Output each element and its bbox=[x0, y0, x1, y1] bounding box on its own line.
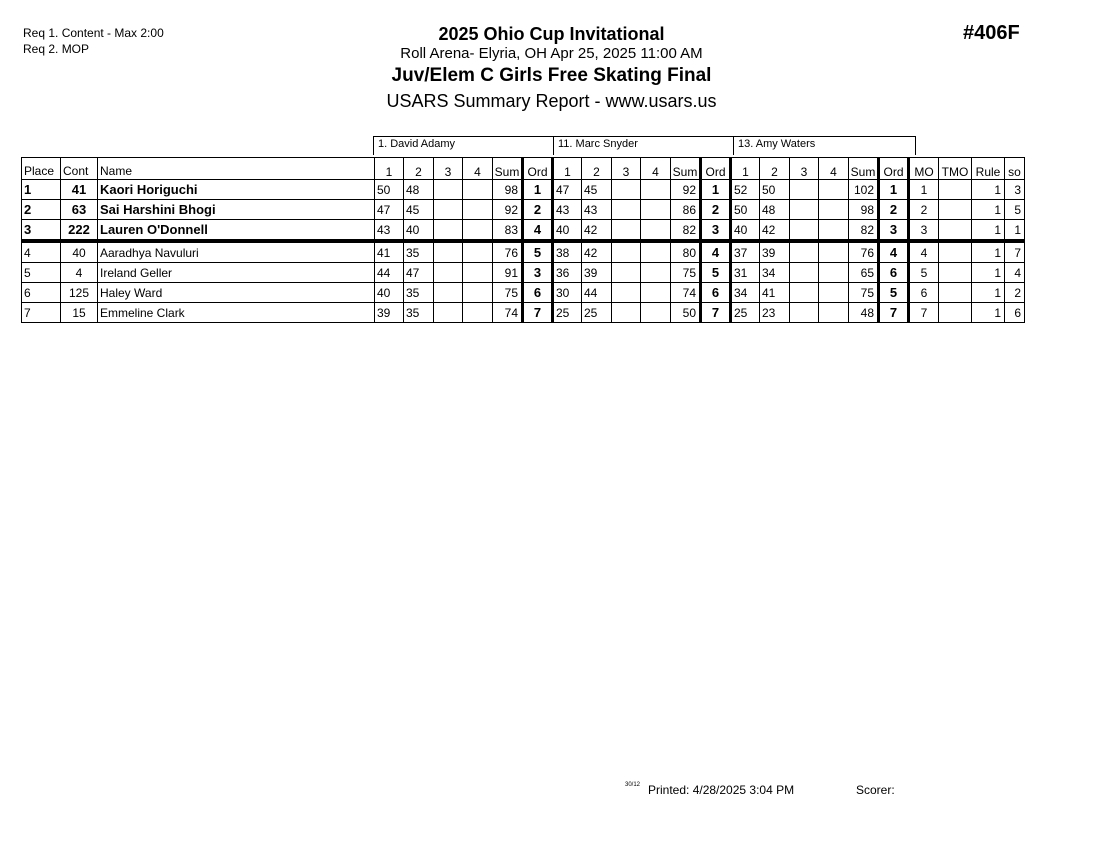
cell-ordinal: 2 bbox=[523, 200, 553, 220]
cell-ordinal: 5 bbox=[523, 241, 553, 263]
cell-ordinal: 4 bbox=[701, 241, 731, 263]
cell-score bbox=[819, 283, 849, 303]
cell-score: 39 bbox=[582, 263, 612, 283]
cell-rule: 1 bbox=[972, 200, 1005, 220]
cell-score bbox=[641, 303, 671, 323]
cell-sum: 86 bbox=[671, 200, 701, 220]
cell-score bbox=[790, 200, 819, 220]
cell-score: 25 bbox=[582, 303, 612, 323]
cell-place: 6 bbox=[22, 283, 61, 303]
cell-so: 4 bbox=[1005, 263, 1025, 283]
cell-sum: 82 bbox=[849, 220, 879, 242]
cell-sum: 102 bbox=[849, 180, 879, 200]
cell-sum: 75 bbox=[849, 283, 879, 303]
cell-score bbox=[434, 180, 463, 200]
cell-name: Sai Harshini Bhogi bbox=[98, 200, 375, 220]
col-judge3-ord: Ord bbox=[879, 158, 909, 180]
cell-score bbox=[819, 241, 849, 263]
cell-score bbox=[463, 200, 493, 220]
cell-score: 41 bbox=[375, 241, 404, 263]
col-name: Name bbox=[98, 158, 375, 180]
cell-score: 30 bbox=[553, 283, 582, 303]
cell-ordinal: 5 bbox=[879, 283, 909, 303]
cell-score: 40 bbox=[731, 220, 760, 242]
col-judge1-4: 4 bbox=[463, 158, 493, 180]
cell-score bbox=[819, 303, 849, 323]
cell-mo: 2 bbox=[909, 200, 939, 220]
cell-score bbox=[434, 200, 463, 220]
header-row bbox=[22, 158, 1025, 180]
cell-tmo bbox=[939, 283, 972, 303]
cell-score: 40 bbox=[553, 220, 582, 242]
cell-score: 44 bbox=[375, 263, 404, 283]
cell-score: 42 bbox=[582, 241, 612, 263]
report-type: USARS Summary Report - www.usars.us bbox=[386, 91, 717, 111]
cell-score bbox=[434, 220, 463, 242]
cell-cont: 63 bbox=[61, 200, 98, 220]
cell-score: 48 bbox=[404, 180, 434, 200]
cell-so: 7 bbox=[1005, 241, 1025, 263]
cell-score bbox=[434, 241, 463, 263]
cell-score bbox=[434, 303, 463, 323]
judge-header-3: 13. Amy Waters bbox=[733, 136, 916, 155]
requirement-1: Req 1. Content - Max 2:00 bbox=[23, 26, 164, 40]
cell-mo: 4 bbox=[909, 241, 939, 263]
cell-cont: 15 bbox=[61, 303, 98, 323]
col-judge1-1: 1 bbox=[375, 158, 404, 180]
cell-name: Emmeline Clark bbox=[98, 303, 375, 323]
cell-score bbox=[463, 241, 493, 263]
cell-score bbox=[463, 220, 493, 242]
cell-mo: 1 bbox=[909, 180, 939, 200]
col-judge2-2: 2 bbox=[582, 158, 612, 180]
cell-score: 45 bbox=[404, 200, 434, 220]
col-judge3-sum: Sum bbox=[849, 158, 879, 180]
cell-place: 2 bbox=[22, 200, 61, 220]
cell-score: 39 bbox=[760, 241, 790, 263]
col-judge3-2: 2 bbox=[760, 158, 790, 180]
table-row bbox=[22, 200, 1025, 220]
col-judge1-3: 3 bbox=[434, 158, 463, 180]
cell-score bbox=[819, 263, 849, 283]
cell-score bbox=[434, 283, 463, 303]
cell-score bbox=[434, 263, 463, 283]
table-row bbox=[22, 263, 1025, 283]
cell-score bbox=[641, 180, 671, 200]
competition-title: 2025 Ohio Cup Invitational bbox=[438, 24, 665, 44]
col-judge1-ord: Ord bbox=[523, 158, 553, 180]
cell-score: 31 bbox=[731, 263, 760, 283]
cell-tmo bbox=[939, 220, 972, 242]
cell-so: 3 bbox=[1005, 180, 1025, 200]
cell-ordinal: 3 bbox=[879, 220, 909, 242]
cell-sum: 83 bbox=[493, 220, 523, 242]
cell-mo: 6 bbox=[909, 283, 939, 303]
cell-ordinal: 3 bbox=[701, 220, 731, 242]
cell-ordinal: 6 bbox=[879, 263, 909, 283]
cell-sum: 98 bbox=[849, 200, 879, 220]
cell-sum: 48 bbox=[849, 303, 879, 323]
col-judge1-sum: Sum bbox=[493, 158, 523, 180]
cell-score: 42 bbox=[760, 220, 790, 242]
table-row bbox=[22, 241, 1025, 263]
cell-score: 50 bbox=[760, 180, 790, 200]
cell-sum: 76 bbox=[849, 241, 879, 263]
cell-tmo bbox=[939, 303, 972, 323]
cell-ordinal: 7 bbox=[523, 303, 553, 323]
cell-rule: 1 bbox=[972, 303, 1005, 323]
cell-score: 52 bbox=[731, 180, 760, 200]
results-table bbox=[21, 157, 1025, 323]
table-row bbox=[22, 303, 1025, 323]
col-judge3-3: 3 bbox=[790, 158, 819, 180]
cell-rule: 1 bbox=[972, 180, 1005, 200]
cell-score: 36 bbox=[553, 263, 582, 283]
cell-place: 7 bbox=[22, 303, 61, 323]
cell-sum: 98 bbox=[493, 180, 523, 200]
cell-score bbox=[790, 283, 819, 303]
cell-ordinal: 2 bbox=[879, 200, 909, 220]
cell-score bbox=[463, 180, 493, 200]
cell-ordinal: 7 bbox=[879, 303, 909, 323]
requirement-2: Req 2. MOP bbox=[23, 42, 90, 56]
col-judge2-3: 3 bbox=[612, 158, 641, 180]
cell-sum: 74 bbox=[671, 283, 701, 303]
footer-code: 30/12 bbox=[625, 782, 641, 788]
cell-sum: 65 bbox=[849, 263, 879, 283]
cell-score bbox=[463, 283, 493, 303]
cell-score bbox=[790, 303, 819, 323]
cell-rule: 1 bbox=[972, 283, 1005, 303]
col-cont: Cont bbox=[61, 158, 98, 180]
cell-sum: 75 bbox=[671, 263, 701, 283]
cell-score bbox=[463, 263, 493, 283]
scorer-label: Scorer: bbox=[856, 783, 895, 797]
col-judge2-ord: Ord bbox=[701, 158, 731, 180]
cell-score: 43 bbox=[582, 200, 612, 220]
cell-so: 1 bbox=[1005, 220, 1025, 242]
cell-tmo bbox=[939, 200, 972, 220]
cell-ordinal: 1 bbox=[523, 180, 553, 200]
cell-sum: 91 bbox=[493, 263, 523, 283]
cell-ordinal: 3 bbox=[523, 263, 553, 283]
col-mo: MO bbox=[909, 158, 939, 180]
cell-score bbox=[641, 263, 671, 283]
cell-place: 4 bbox=[22, 241, 61, 263]
col-judge3-4: 4 bbox=[819, 158, 849, 180]
cell-ordinal: 6 bbox=[523, 283, 553, 303]
cell-cont: 4 bbox=[61, 263, 98, 283]
cell-cont: 222 bbox=[61, 220, 98, 242]
cell-score: 43 bbox=[553, 200, 582, 220]
cell-rule: 1 bbox=[972, 241, 1005, 263]
cell-sum: 92 bbox=[493, 200, 523, 220]
cell-score: 40 bbox=[375, 283, 404, 303]
col-place: Place bbox=[22, 158, 61, 180]
cell-score bbox=[790, 220, 819, 242]
cell-score: 23 bbox=[760, 303, 790, 323]
cell-score bbox=[790, 263, 819, 283]
cell-mo: 3 bbox=[909, 220, 939, 242]
cell-score: 50 bbox=[731, 200, 760, 220]
cell-score: 41 bbox=[760, 283, 790, 303]
cell-score bbox=[819, 220, 849, 242]
cell-tmo bbox=[939, 180, 972, 200]
cell-score bbox=[463, 303, 493, 323]
cell-sum: 92 bbox=[671, 180, 701, 200]
col-judge3-1: 1 bbox=[731, 158, 760, 180]
cell-name: Lauren O'Donnell bbox=[98, 220, 375, 242]
cell-sum: 74 bbox=[493, 303, 523, 323]
cell-so: 5 bbox=[1005, 200, 1025, 220]
cell-score: 42 bbox=[582, 220, 612, 242]
cell-score: 50 bbox=[375, 180, 404, 200]
cell-score bbox=[819, 180, 849, 200]
cell-place: 1 bbox=[22, 180, 61, 200]
table-row bbox=[22, 283, 1025, 303]
cell-score bbox=[612, 200, 641, 220]
col-judge1-2: 2 bbox=[404, 158, 434, 180]
cell-tmo bbox=[939, 241, 972, 263]
cell-ordinal: 4 bbox=[523, 220, 553, 242]
cell-score: 44 bbox=[582, 283, 612, 303]
cell-cont: 41 bbox=[61, 180, 98, 200]
col-judge2-1: 1 bbox=[553, 158, 582, 180]
cell-score bbox=[612, 283, 641, 303]
event-code: #406F bbox=[963, 22, 1020, 44]
col-judge2-sum: Sum bbox=[671, 158, 701, 180]
cell-score: 25 bbox=[731, 303, 760, 323]
cell-so: 2 bbox=[1005, 283, 1025, 303]
venue-date: Roll Arena- Elyria, OH Apr 25, 2025 11:00 AM bbox=[400, 45, 703, 62]
cell-score bbox=[612, 180, 641, 200]
cell-score bbox=[641, 283, 671, 303]
col-so: so bbox=[1005, 158, 1025, 180]
cell-ordinal: 1 bbox=[701, 180, 731, 200]
cell-score: 35 bbox=[404, 241, 434, 263]
cell-cont: 40 bbox=[61, 241, 98, 263]
cell-score bbox=[612, 263, 641, 283]
cell-score: 34 bbox=[760, 263, 790, 283]
cell-score: 43 bbox=[375, 220, 404, 242]
col-tmo: TMO bbox=[939, 158, 972, 180]
cell-name: Ireland Geller bbox=[98, 263, 375, 283]
cell-score: 25 bbox=[553, 303, 582, 323]
event-name: Juv/Elem C Girls Free Skating Final bbox=[391, 65, 712, 86]
cell-score: 35 bbox=[404, 283, 434, 303]
cell-score bbox=[641, 220, 671, 242]
cell-mo: 7 bbox=[909, 303, 939, 323]
cell-tmo bbox=[939, 263, 972, 283]
printed-timestamp: Printed: 4/28/2025 3:04 PM bbox=[648, 783, 795, 797]
judge-header-1: 1. David Adamy bbox=[373, 136, 554, 155]
cell-score bbox=[790, 241, 819, 263]
cell-rule: 1 bbox=[972, 263, 1005, 283]
cell-so: 6 bbox=[1005, 303, 1025, 323]
cell-sum: 80 bbox=[671, 241, 701, 263]
cell-score bbox=[790, 180, 819, 200]
cell-score bbox=[641, 241, 671, 263]
cell-ordinal: 5 bbox=[701, 263, 731, 283]
cell-sum: 50 bbox=[671, 303, 701, 323]
cell-score: 48 bbox=[760, 200, 790, 220]
cell-place: 5 bbox=[22, 263, 61, 283]
col-judge2-4: 4 bbox=[641, 158, 671, 180]
cell-cont: 125 bbox=[61, 283, 98, 303]
cell-score: 40 bbox=[404, 220, 434, 242]
cell-score: 45 bbox=[582, 180, 612, 200]
cell-score: 35 bbox=[404, 303, 434, 323]
cell-sum: 76 bbox=[493, 241, 523, 263]
cell-name: Haley Ward bbox=[98, 283, 375, 303]
col-rule: Rule bbox=[972, 158, 1005, 180]
cell-score: 47 bbox=[553, 180, 582, 200]
cell-sum: 75 bbox=[493, 283, 523, 303]
cell-ordinal: 4 bbox=[879, 241, 909, 263]
cell-rule: 1 bbox=[972, 220, 1005, 242]
cell-score: 34 bbox=[731, 283, 760, 303]
cell-score bbox=[641, 200, 671, 220]
table-row bbox=[22, 180, 1025, 200]
judge-header-2: 11. Marc Snyder bbox=[553, 136, 734, 155]
cell-score: 47 bbox=[375, 200, 404, 220]
cell-score: 37 bbox=[731, 241, 760, 263]
cell-place: 3 bbox=[22, 220, 61, 242]
table-row bbox=[22, 220, 1025, 242]
results-body bbox=[22, 180, 1025, 323]
requirements-list bbox=[23, 25, 164, 57]
cell-score bbox=[612, 220, 641, 242]
cell-score: 47 bbox=[404, 263, 434, 283]
cell-score bbox=[612, 241, 641, 263]
cell-score bbox=[819, 200, 849, 220]
cell-score: 39 bbox=[375, 303, 404, 323]
cell-mo: 5 bbox=[909, 263, 939, 283]
cell-sum: 82 bbox=[671, 220, 701, 242]
cell-name: Aaradhya Navuluri bbox=[98, 241, 375, 263]
cell-name: Kaori Horiguchi bbox=[98, 180, 375, 200]
cell-score bbox=[612, 303, 641, 323]
cell-ordinal: 2 bbox=[701, 200, 731, 220]
cell-ordinal: 7 bbox=[701, 303, 731, 323]
cell-ordinal: 6 bbox=[701, 283, 731, 303]
report-header bbox=[300, 23, 803, 113]
cell-score: 38 bbox=[553, 241, 582, 263]
cell-ordinal: 1 bbox=[879, 180, 909, 200]
